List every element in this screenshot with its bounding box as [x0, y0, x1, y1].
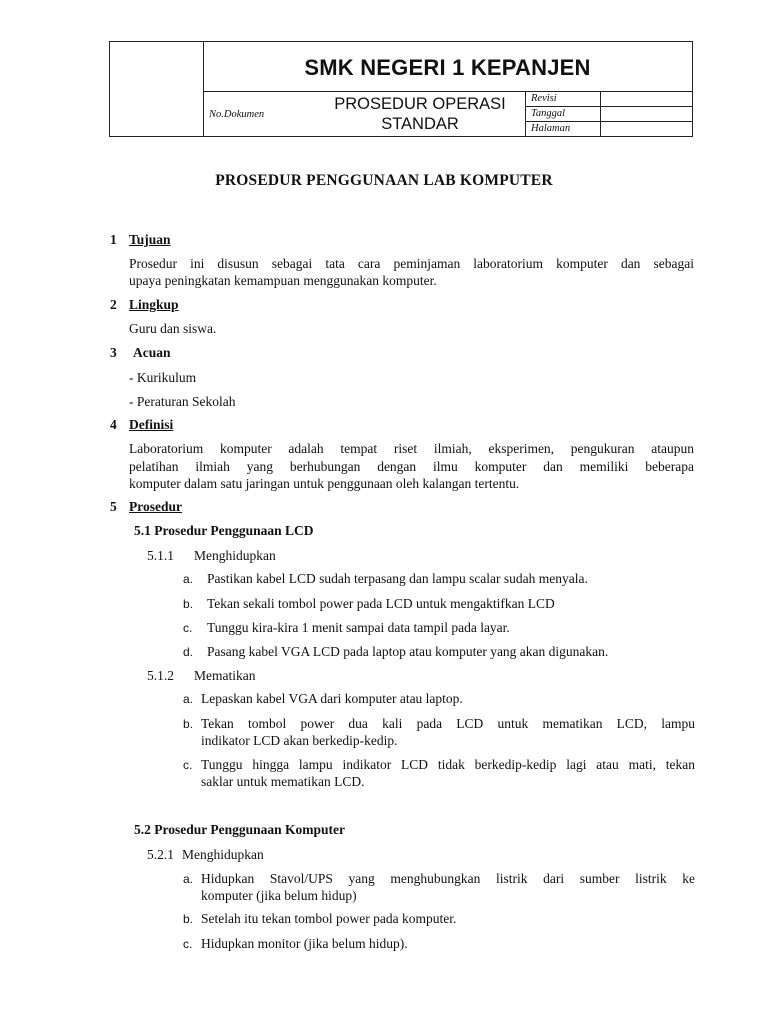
- step-5-1-1-label: Menghidupkan: [194, 548, 276, 563]
- section-4-line-1: Laboratorium komputer adalah tempat riset ilmiah, eksperimen, pengukuran ataupun: [129, 441, 694, 456]
- doc-meta-grid: [525, 92, 692, 136]
- section-2-heading: Lingkup: [129, 297, 179, 312]
- pc-on-item-a-line1: Hidupkan Stavol/UPS yang menghubungkan listrik dari sumber listrik ke: [201, 871, 695, 886]
- lcd-off-item-a-letter: a.: [183, 692, 194, 706]
- lcd-on-item-a-text: Pastikan kabel LCD sudah terpasang dan lampu scalar sudah menyala.: [207, 571, 588, 586]
- section-2-text: Guru dan siswa.: [129, 321, 217, 336]
- lcd-off-item-c-line1: Tunggu hingga lampu indikator LCD tidak berkedip-kedip lagi atau mati, tekan: [201, 757, 695, 772]
- document-header-table: [109, 41, 693, 137]
- doc-title-line2: STANDAR: [381, 115, 459, 133]
- subsection-5-1-heading: 5.1 Prosedur Penggunaan LCD: [134, 523, 314, 538]
- meta-value-tanggal: [601, 107, 692, 121]
- meta-row-tanggal: [526, 107, 692, 122]
- acuan-item-1: - Kurikulum: [129, 370, 197, 385]
- meta-label-tanggal: Tanggal: [526, 107, 601, 121]
- section-1-line-1: Prosedur ini disusun sebagai tata cara peminjaman laboratorium komputer dan sebagai: [129, 256, 694, 271]
- meta-value-revisi: [601, 92, 692, 106]
- section-4-line-3: komputer dalam satu jaringan untuk penggunaan oleh kalangan tertentu.: [129, 476, 520, 491]
- section-3-number: 3: [110, 345, 117, 360]
- pc-on-item-c-letter: c.: [183, 937, 193, 951]
- lcd-on-item-a-letter: a.: [183, 572, 194, 586]
- lcd-on-item-b-text: Tekan sekali tombol power pada LCD untuk mengaktifkan LCD: [207, 596, 555, 611]
- pc-on-item-b-letter: b.: [183, 912, 194, 926]
- section-1-number: 1: [110, 232, 117, 247]
- section-4-heading: Definisi: [129, 417, 174, 432]
- pc-on-item-a-letter: a.: [183, 872, 194, 886]
- lcd-on-item-c-text: Tunggu kira-kira 1 menit sampai data tampil pada layar.: [207, 620, 510, 635]
- acuan-item-2: - Peraturan Sekolah: [129, 394, 236, 409]
- step-5-1-2-label: Mematikan: [194, 668, 256, 683]
- lcd-on-item-d-letter: d.: [183, 645, 194, 659]
- meta-row-halaman: [526, 122, 692, 136]
- lcd-off-item-c-line2: saklar untuk mematikan LCD.: [201, 774, 365, 789]
- lcd-on-item-b-letter: b.: [183, 597, 194, 611]
- meta-row-revisi: [526, 92, 692, 107]
- lcd-on-item-d-text: Pasang kabel VGA LCD pada laptop atau komputer yang akan digunakan.: [207, 644, 609, 659]
- meta-label-revisi: Revisi: [526, 92, 601, 106]
- doc-number-label: No.Dokumen: [209, 108, 265, 120]
- section-1-line-2: upaya peningkatan kemampuan menggunakan komputer.: [129, 273, 437, 288]
- lcd-off-item-b-letter: b.: [183, 717, 194, 731]
- logo-placeholder-cell: [110, 42, 204, 136]
- section-3-heading: Acuan: [133, 345, 171, 360]
- step-5-1-1-number: 5.1.1: [147, 548, 174, 563]
- pc-on-item-a-line2: komputer (jika belum hidup): [201, 888, 357, 903]
- pc-on-item-c-text: Hidupkan monitor (jika belum hidup).: [201, 936, 408, 951]
- meta-value-halaman: [601, 122, 692, 136]
- pc-on-item-b-text: Setelah itu tekan tombol power pada komputer.: [201, 911, 457, 926]
- step-5-2-1-label: Menghidupkan: [182, 847, 264, 862]
- section-5-number: 5: [110, 499, 117, 514]
- lcd-off-item-a-text: Lepaskan kabel VGA dari komputer atau laptop.: [201, 691, 463, 706]
- doc-title-line1: PROSEDUR OPERASI: [334, 95, 506, 113]
- subsection-5-2-heading: 5.2 Prosedur Penggunaan Komputer: [134, 822, 346, 837]
- section-2-number: 2: [110, 297, 117, 312]
- section-1-heading: Tujuan: [129, 232, 171, 247]
- section-5-heading: Prosedur: [129, 499, 182, 514]
- lcd-off-item-b-line1: Tekan tombol power dua kali pada LCD untuk mematikan LCD, lampu: [201, 716, 695, 731]
- step-5-2-1-number: 5.2.1: [147, 847, 174, 862]
- step-5-1-2-number: 5.1.2: [147, 668, 174, 683]
- lcd-off-item-b-line2: indikator LCD akan berkedip-kedip.: [201, 733, 398, 748]
- doc-title-cell: [315, 92, 525, 136]
- school-name: SMK NEGERI 1 KEPANJEN: [203, 42, 692, 92]
- section-4-number: 4: [110, 417, 117, 432]
- lcd-on-item-c-letter: c.: [183, 621, 193, 635]
- page-title: PROSEDUR PENGGUNAAN LAB KOMPUTER: [215, 172, 553, 189]
- lcd-off-item-c-letter: c.: [183, 758, 193, 772]
- section-4-line-2: pelatihan ilmiah yang berhubungan dengan ilmu komputer dan memiliki beberapa: [129, 459, 694, 474]
- meta-label-halaman: Halaman: [526, 122, 601, 136]
